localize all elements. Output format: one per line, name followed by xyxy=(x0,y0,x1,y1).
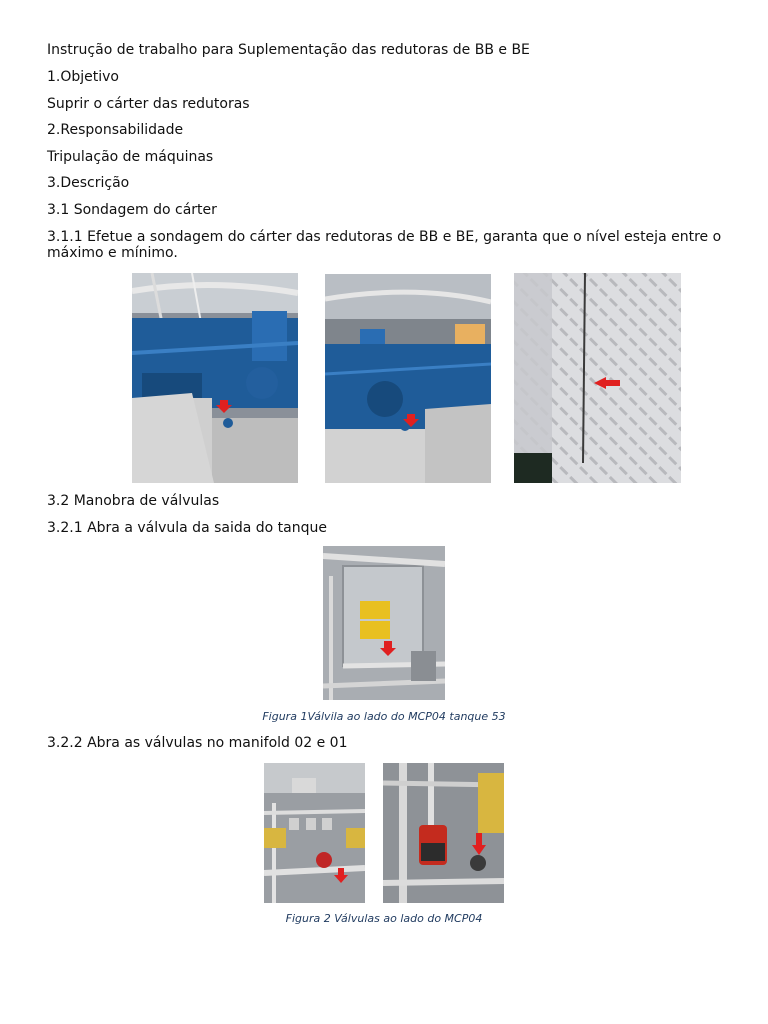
page-title: Instrução de trabalho para Suplementação das redutoras de BB e BE xyxy=(47,42,530,58)
section-responsabilidade-text: Tripulação de máquinas xyxy=(47,149,214,165)
engine-room-photo-1 xyxy=(132,273,298,483)
manifold-photo-1 xyxy=(264,763,365,903)
tank-valve-photo xyxy=(323,546,445,700)
engine-room-photo-2 xyxy=(325,274,491,483)
section-objetivo-heading: 1.Objetivo xyxy=(47,69,119,85)
section-descricao-heading: 3.Descrição xyxy=(47,175,130,191)
step-322-text: 3.2.2 Abra as válvulas no manifold 02 e 01 xyxy=(47,735,348,751)
subsection-sondagem-heading: 3.1 Sondagem do cárter xyxy=(47,202,217,218)
step-321-text: 3.2.1 Abra a válvula da saida do tanque xyxy=(47,520,327,536)
step-311-text: 3.1.1 Efetue a sondagem do cárter das redutoras de BB e BE, garanta que o nível esteja entre o máximo e mínimo. xyxy=(47,229,722,261)
section-responsabilidade-heading: 2.Responsabilidade xyxy=(47,122,184,138)
figure-2-caption: Figura 2 Válvulas ao lado do MCP04 xyxy=(285,912,483,925)
figure-1-caption: Figura 1Válvila ao lado do MCP04 tanque 53 xyxy=(262,710,506,723)
subsection-valvulas-heading: 3.2 Manobra de válvulas xyxy=(47,493,220,509)
manifold-photo-2 xyxy=(383,763,504,903)
section-objetivo-text: Suprir o cárter das redutoras xyxy=(47,96,250,112)
sounding-plate-photo xyxy=(514,273,681,483)
